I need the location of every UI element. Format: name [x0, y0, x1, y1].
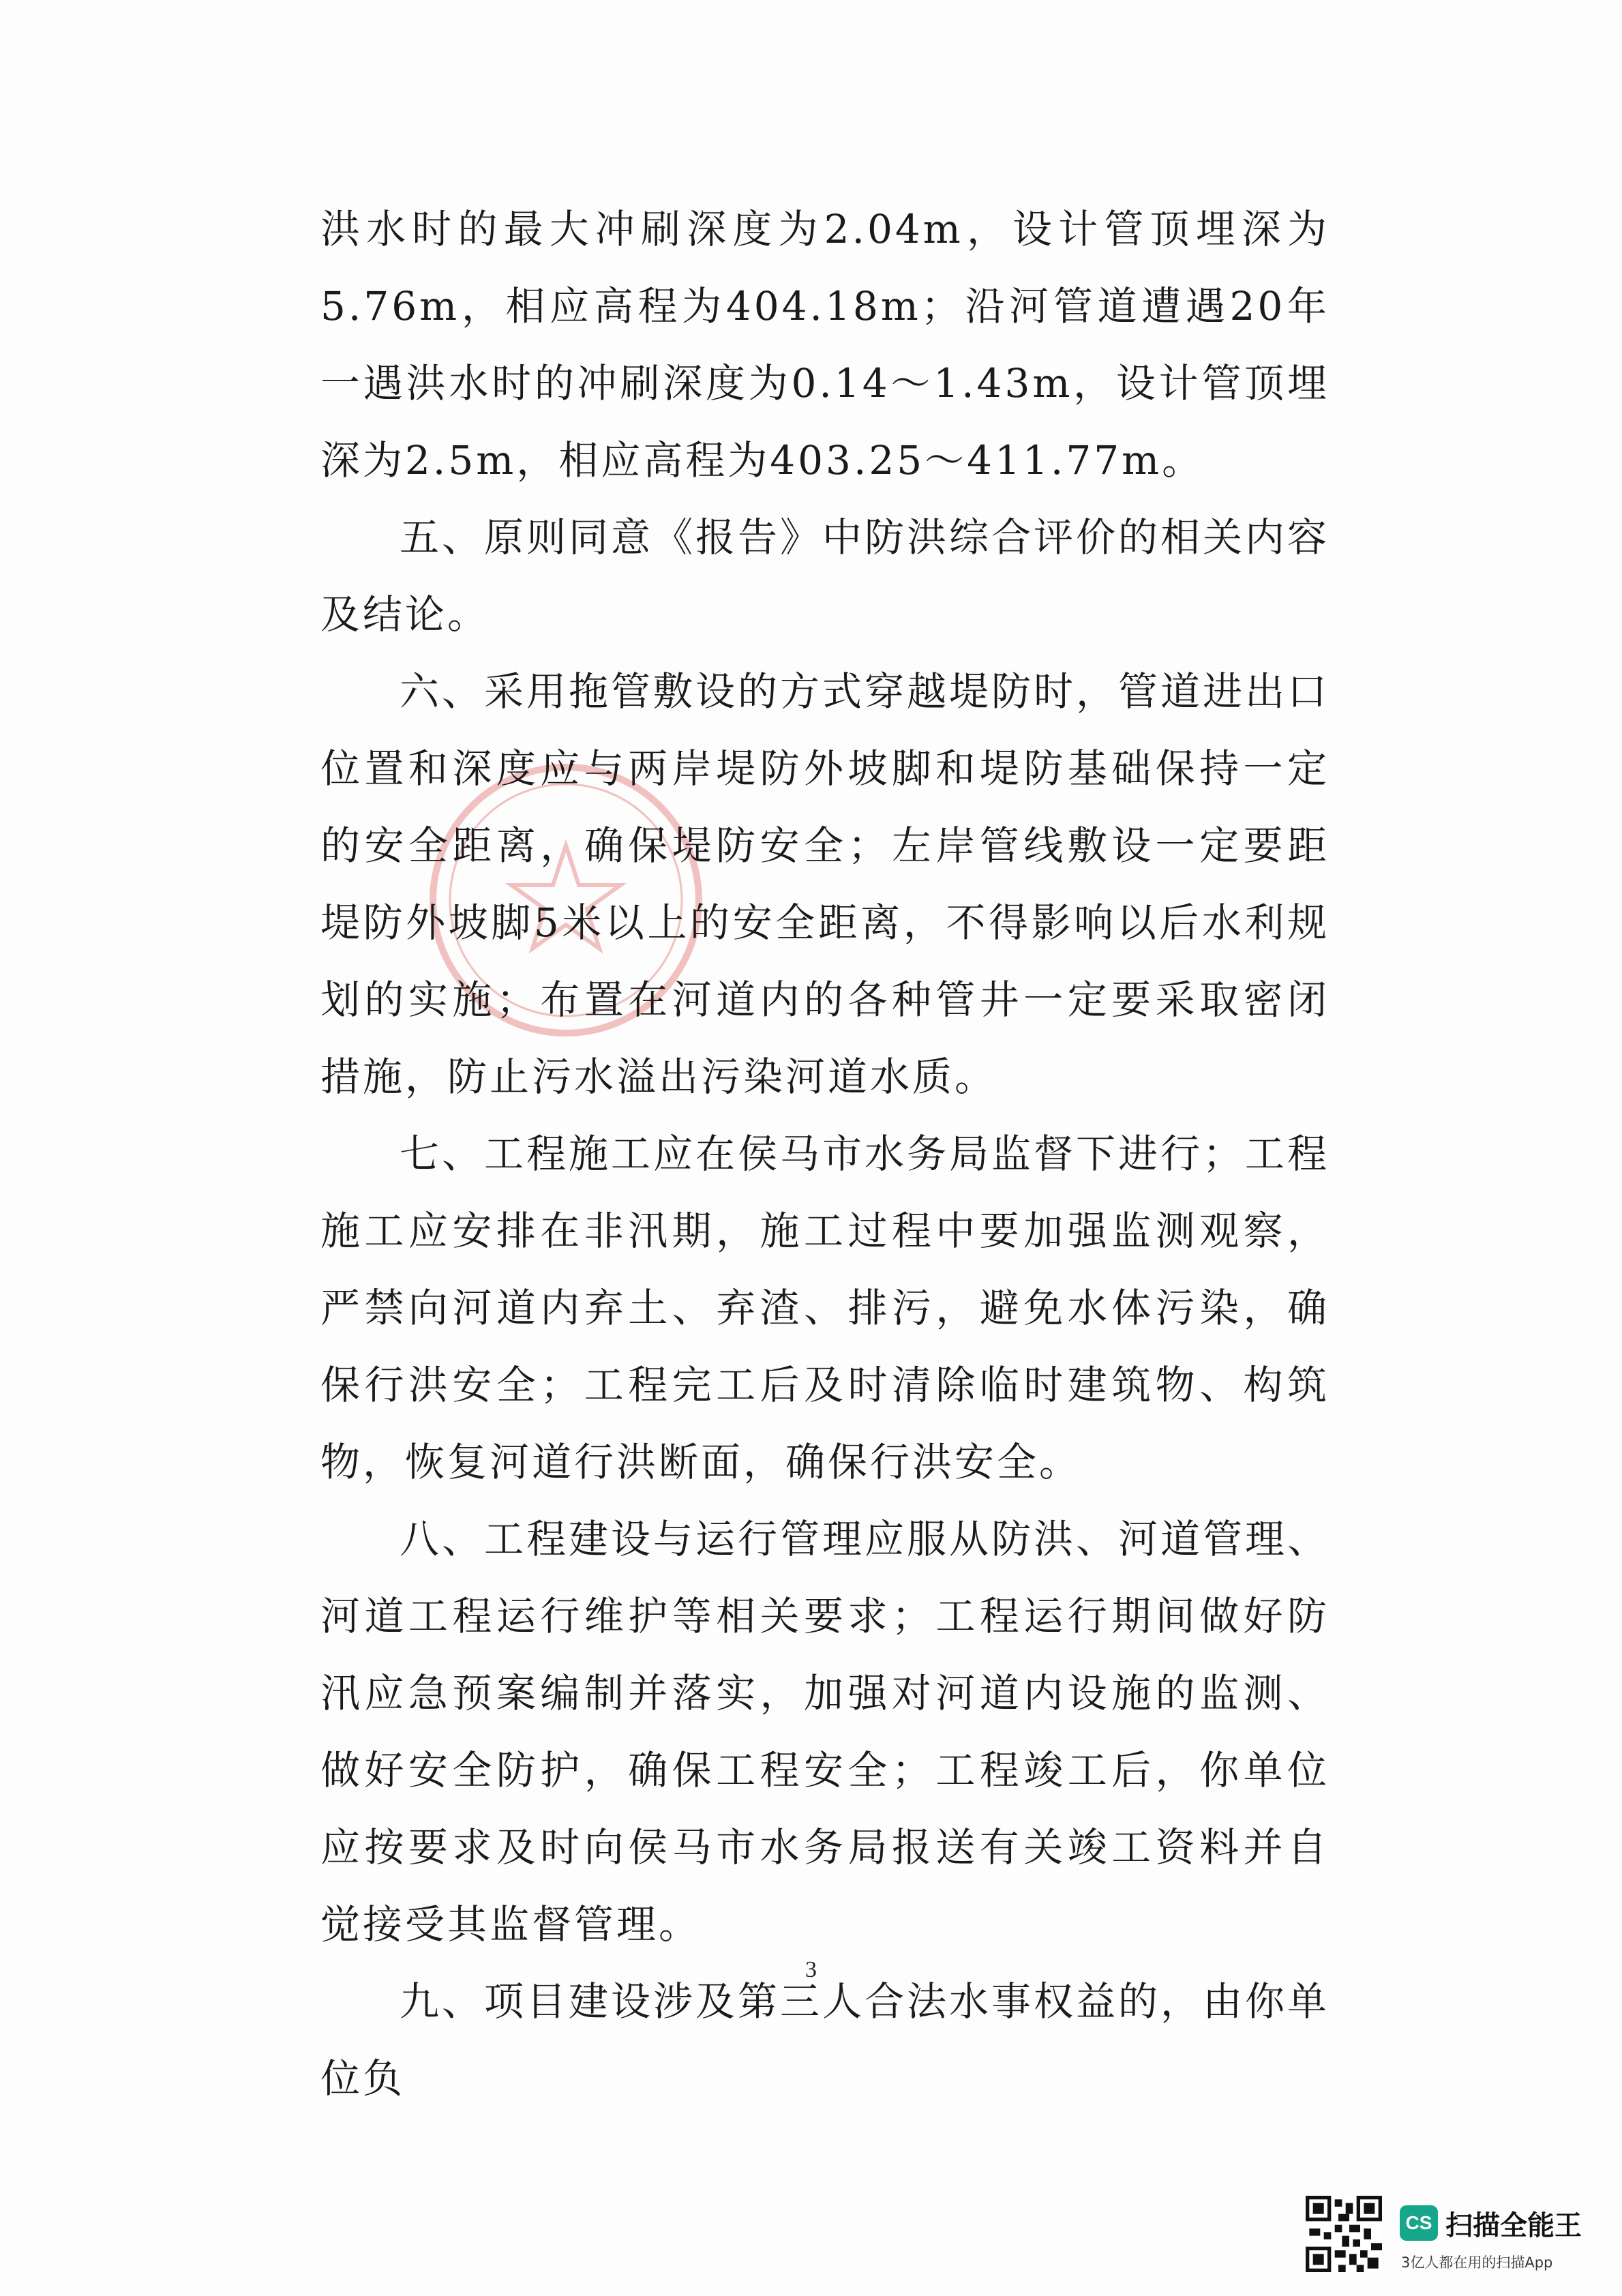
paragraph: 五、原则同意《报告》中防洪综合评价的相关内容及结论。 [320, 514, 1330, 638]
paragraph: 八、工程建设与运行管理应服从防洪、河道管理、河道工程运行维护等相关要求；工程运行期间做好防汛应急预案编制并落实，加强对河道内设施的监测、做好安全防护，确保工程安全；工程竣工后，你单位应按要求及时向侯马市水务局报送有关竣工资料并自觉接受其监督管理。 [320, 1516, 1330, 1948]
app-tagline: 3亿人都在用的扫描App [1401, 2254, 1553, 2271]
paragraph: 九、项目建设涉及第三人合法水事权益的，由你单位负 [320, 1978, 1330, 2102]
scanner-watermark [1306, 2196, 1606, 2284]
paragraph: 六、采用拖管敷设的方式穿越堤防时，管道进出口位置和深度应与两岸堤防外坡脚和堤防基础保持一定的安全距离，确保堤防安全；左岸管线敷设一定要距堤防外坡脚5米以上的安全距离，不得影响以后水利规划的实施；布置在河道内的各种管井一定要采取密闭措施，防止污水溢出污染河道水质。 [320, 668, 1330, 1100]
paragraph: 洪水时的最大冲刷深度为2.04m，设计管顶埋深为5.76m，相应高程为404.18m；沿河管道遭遇20年一遇洪水时的冲刷深度为0.14～1.43m，设计管顶埋深为2.5m，相应高程为403.25～411.77m。 [320, 206, 1330, 483]
document-body [320, 191, 1330, 2117]
cs-logo-icon: CS [1400, 2205, 1438, 2241]
qr-code-icon [1306, 2196, 1382, 2272]
app-name: 扫描全能王 [1445, 2210, 1582, 2241]
page-number: 3 [805, 1957, 817, 1982]
paragraph: 七、工程施工应在侯马市水务局监督下进行；工程施工应安排在非汛期，施工过程中要加强监测观察，严禁向河道内弃土、弃渣、排污，避免水体污染，确保行洪安全；工程完工后及时清除临时建筑物、构筑物，恢复河道行洪断面，确保行洪安全。 [320, 1131, 1330, 1485]
